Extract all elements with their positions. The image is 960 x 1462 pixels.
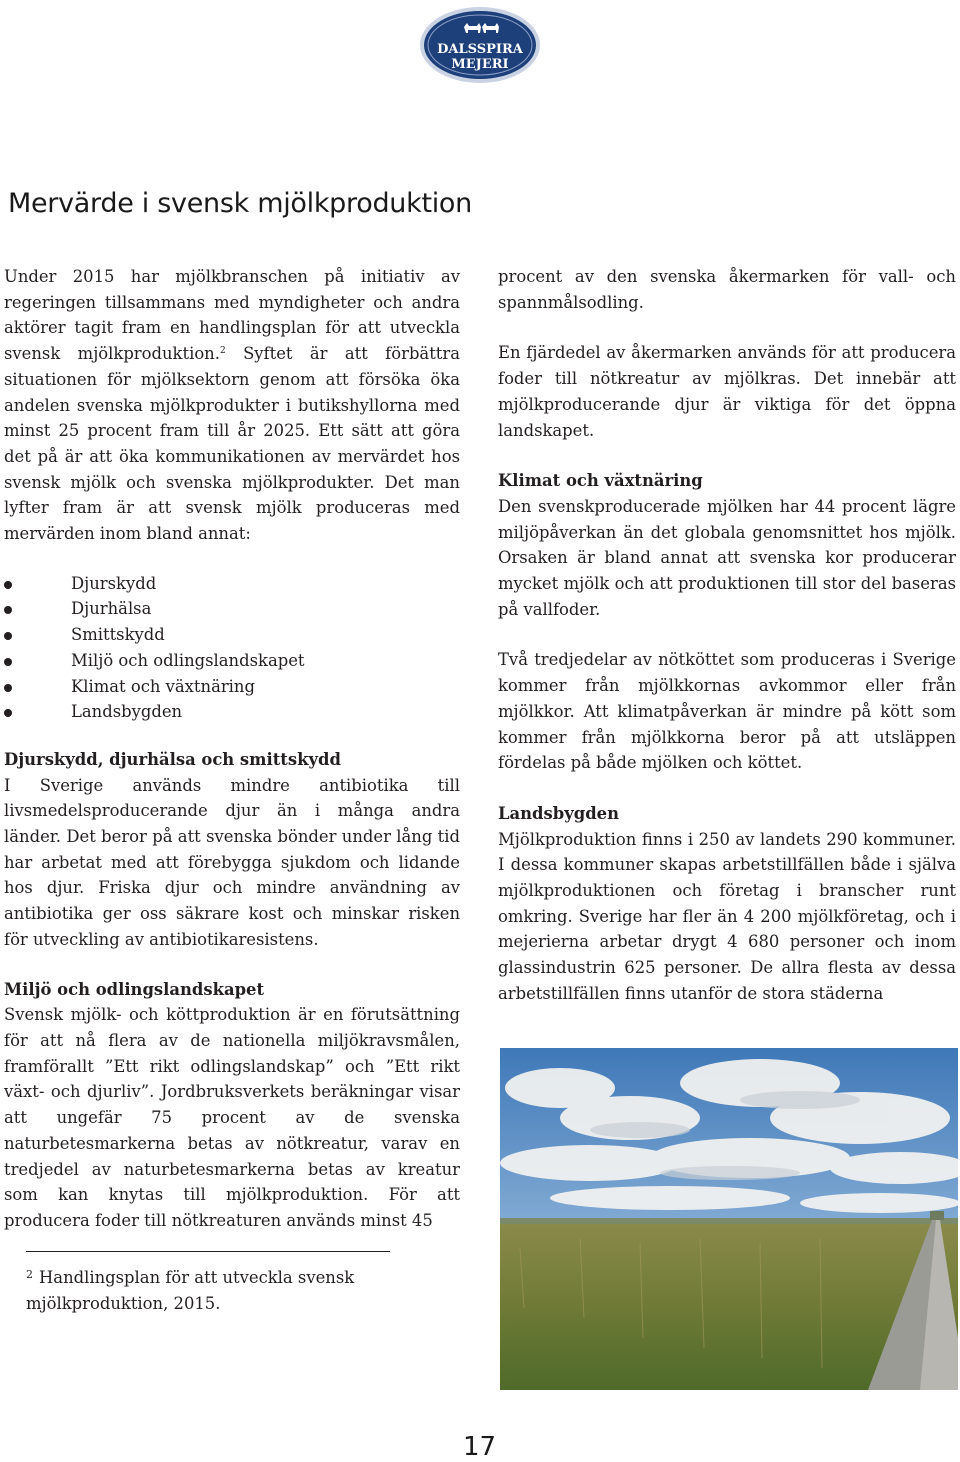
svg-text:MEJERI: MEJERI [451,57,509,72]
section-heading-djurskydd: Djurskydd, djurhälsa och smittskydd [4,749,341,769]
list-item: Djurhälsa [4,596,460,622]
footnote [26,1262,426,1316]
paragraph-notkott: Två tredjedelar av nötköttet som produceras i Sverige kommer från mjölkkornas avkommor eller från mjölkkor. Att klimatpåverkan är mindre på kött som kommer från mjölkkorna beror på att utsläppen fördelas på både mjölken och köttet. [498,650,956,773]
svg-text:DALSSPIRA: DALSSPIRA [437,42,523,57]
mervarden-list [4,571,460,725]
list-item: Djurskydd [4,571,460,597]
list-item: Miljö och odlingslandskapet [4,648,460,674]
section-heading-miljo: Miljö och odlingslandskapet [4,979,265,999]
left-column [4,264,460,1234]
section-heading-landsbygden: Landsbygden [498,803,620,823]
intro-paragraph: Under 2015 har mjölkbranschen på initiativ av regeringen tillsammans med myndigheter och andra aktörer tagit fram en handlingsplan för att utveckla svensk mjölkproduktion.$^2$ Syftet är att förbättra situationen för mjölksektorn genom att försöka öka andelen svenska mjölkprodukter i butikshyllorna med minst 25 procent fram till år 2025. Ett sätt att göra det på är att öka kommunikationen av mervärdet hos svensk mjölk och svenska mjölkprodukter. Det man lyfter fram är att svensk mjölk produceras med mervärden inom bland annat: [4,267,460,544]
list-item: Klimat och växtnäring [4,674,460,700]
paragraph-akermark: En fjärdedel av åkermarken används för att producera foder till nötkreatur av mjölkras. Det innebär att mjölkproducerande djur är viktiga för det öppna landskapet. [498,343,956,440]
section-paragraph-klimat: Den svenskproducerade mjölken har 44 procent lägre miljöpåverkan än det globala genomsnittet hos mjölk. Orsaken är bland annat att svenska kor producerar mycket mjölk och att produktionen till stor del baseras på vallfoder. [498,496,956,619]
section-paragraph-landsbygden: Mjölkproduktion finns i 250 av landets 290 kommuner. I dessa kommuner skapas arbetstillfällen både i själva mjölkproduktionen och företag i branscher runt omkring. Sverige har fler än 4 200 mjölkföretag, och i mejerierna arbetar drygt 4 680 personer och inom glassindustrin 625 personer. De allra flesta av dessa arbetstillfällen finns utanför de stora städerna [498,829,956,1003]
footnote-text: Handlingsplan för att utveckla svensk mjölkproduktion, 2015. [26,1268,355,1313]
footnote-ref[interactable]: 2 [219,346,226,357]
landscape-photo [500,1048,958,1390]
page-number: 17 [463,1432,497,1462]
paragraph-continued: procent av den svenska åkermarken för vall- och spannmålsodling. [498,267,956,312]
list-item: Smittskydd [4,622,460,648]
section-paragraph-miljo: Svensk mjölk- och köttproduktion är en förutsättning för att nå flera av de nationella miljökravsmålen, framförallt ”Ett rikt odlingslandskap” och ”Ett rikt växt- och djurliv”. Jordbruksverkets beräkningar visar att ungefär 75 procent av de svenska naturbetesmarkerna betas av nötkreatur, varav en tredjedel av naturbetesmarkerna betas av kreatur som kan knytas till mjölkproduktion. För att producera foder till nötkreaturen används minst 45 [4,1005,460,1230]
section-heading-klimat: Klimat och växtnäring [498,471,703,491]
page-title: Mervärde i svensk mjölkproduktion [8,188,472,219]
dalsspira-mejeri-logo [418,5,542,85]
list-item: Landsbygden [4,699,460,725]
footnote-number: 2 [26,1268,33,1281]
section-paragraph-djurskydd: I Sverige används mindre antibiotika till livsmedelsproducerande djur än i många andra länder. Det beror på att svenska bönder under lång tid har arbetat med att förebygga sjukdom och lidande hos djur. Friska djur och mindre användning av antibiotika ger oss säkrare kost och minskar risken för utveckling av antibiotikaresistens. [4,775,460,949]
footnote-divider [26,1251,390,1252]
right-column [498,264,956,1007]
